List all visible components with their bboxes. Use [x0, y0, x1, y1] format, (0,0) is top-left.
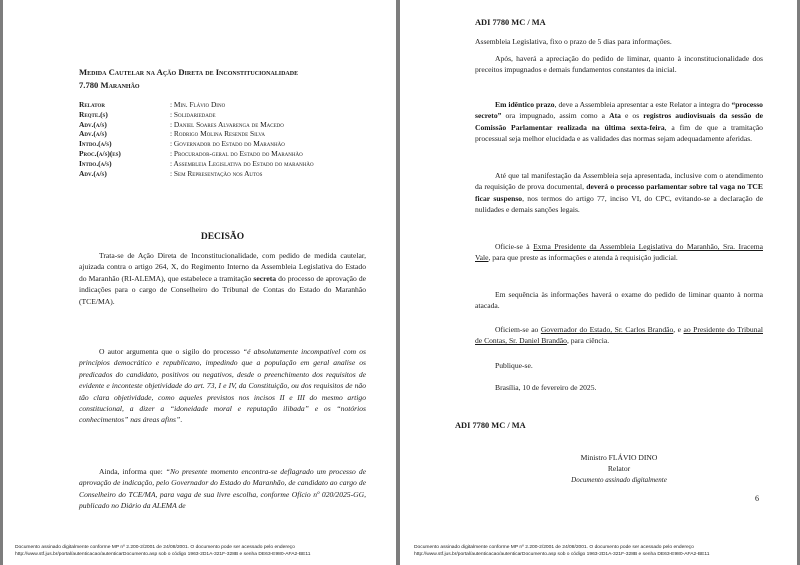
party-row: [79, 159, 362, 169]
bold-text: secreta: [253, 273, 277, 283]
page-header: ADI 7780 MC / MA: [475, 18, 546, 27]
page-number: 6: [755, 494, 759, 503]
signature-footer: [414, 544, 709, 558]
party-value: : Governador do Estado do Maranhão: [170, 139, 285, 149]
paragraph-1: [79, 250, 366, 307]
party-value: : Sem Representação nos Autos: [170, 168, 263, 178]
signer-role: Relator: [607, 464, 631, 474]
paragraph-0: Assembleia Legislativa, fixo o prazo de 5 dias para informações.: [475, 37, 672, 46]
page-header-repeat: ADI 7780 MC / MA: [455, 421, 526, 430]
party-row: [79, 120, 362, 130]
text-run: O autor argumenta que o sigilo do processo: [99, 347, 243, 356]
text-run: .: [180, 415, 183, 425]
italic-quote: “é absolutamente incompatível com os princípios democrático e republicano, impedindo que a população em geral analise os predicados do candidato, positivos ou negativos, desde o preenchimento dos requisitos de evidente e inconteste objetividade do art. 73, I e IV, da Constituição, ou dos requisitos de não tão clara objetividade, como aqueles previstos nos incisos II e III do mesmo artigo constitucional, a dizer a “idoneidade moral e reputação ilibada” e os “notórios conhecimentos” nas áreas afins”: [79, 347, 366, 425]
bold-text: deverá o processo parlamentar sobre tal vaga no TCE ficar suspenso: [475, 182, 763, 203]
text-run: do processo de aprovação de indicações para o cargo de Conselheiro do Tribunal de Contas do Estado do Maranhão (TCE/MA).: [79, 273, 366, 306]
text-run: e os: [620, 111, 644, 121]
party-row: [79, 110, 362, 120]
text-run: , a fim de que a tramitação processual seja melhor elucidada e as validades das normas sejam adequadamente aferidas.: [475, 122, 763, 144]
title-line-1: Medida Cautelar na Ação Direta de Inconstitucionalidade: [79, 67, 299, 77]
party-label: Proc.(a/s)(es): [79, 148, 121, 158]
text-run: , deve a Assembleia apresentar a este Relator a integra do: [554, 100, 732, 109]
footer-line-2[interactable]: http://www.stf.jus.br/portal/autenticacao/autenticarDocumento.asp sob o código 1963-2D1A-321F-328B e senha DE63-E980-AFA2-BE11: [414, 552, 710, 557]
bold-text: “processo secreto”: [475, 100, 763, 121]
party-value: : Rodrigo Molina Resende Silva: [170, 129, 265, 139]
text-run: , para ciência.: [566, 336, 610, 346]
addressee-underlined: ao Presidente do Tribunal de Contas, Sr. Daniel Brandão: [475, 325, 763, 346]
text-run: , para que preste as informações e atenda à requisição judicial.: [488, 253, 678, 263]
bold-text: Ata: [609, 111, 621, 121]
text-run: Ainda, informa que:: [99, 467, 166, 476]
parties-table: [79, 100, 362, 178]
footer-line-1: Documento assinado digitalmente conforme MP nº 2.200-2/2001 de 24/08/2001. O documento pode ser acessado pelo endereço: [15, 545, 295, 550]
digital-signature-note: Documento assinado digitalmente: [571, 475, 667, 484]
party-row: [79, 169, 362, 179]
party-label: Intdo.(a/s): [79, 158, 112, 168]
text-run: Oficie-se à: [495, 242, 534, 251]
party-value: : Procurador-geral do Estado do Maranhão: [170, 148, 303, 158]
party-value: : Solidariedade: [170, 109, 216, 119]
paragraph-5: Em sequência às informações haverá o exame do pedido de liminar quanto à norma atacada.: [475, 290, 763, 311]
signature-block: [475, 452, 763, 486]
paragraph-2: [79, 346, 366, 426]
bold-text: registros audiovisuais da sessão de Comissão Parlamentar realizada na última sexta-feira: [475, 111, 763, 132]
paragraph-3: [79, 466, 366, 512]
paragraph-3: [475, 170, 763, 216]
signer-name: Ministro FLÁVIO DINO: [580, 453, 658, 462]
party-label: Relator: [79, 100, 105, 109]
signature-footer: [15, 544, 310, 558]
addressee-underlined: Governador do Estado, Sr. Carlos Brandão: [540, 325, 674, 334]
party-row: [79, 139, 362, 149]
paragraph-1: Após, haverá a apreciação do pedido de liminar, quanto à inconstitucionalidade dos preceitos impugnados e demais fundamentos constantes da inicial.: [475, 54, 763, 75]
party-label: Adv.(a/s): [79, 168, 107, 178]
party-value: : Assembleia Legislativa do Estado do maranhão: [170, 158, 314, 168]
text-run: , e: [673, 325, 684, 334]
party-label: Adv.(a/s): [79, 119, 107, 129]
document-title: [79, 66, 379, 92]
paragraph-4: [475, 241, 763, 264]
party-value: : Daniel Soares Alvarenga de Macedo: [170, 119, 284, 129]
footer-line-1: Documento assinado digitalmente conforme MP nº 2.200-2/2001 de 24/08/2001. O documento pode ser acessado pelo endereço: [414, 545, 694, 550]
party-row: [79, 129, 362, 139]
decision-heading: DECISÃO: [200, 232, 245, 242]
text-run: Trata-se de Ação Direta de Inconstitucionalidade, com pedido de medida cautelar, ajuizada contra o artigo 264, X, do Regimento Interno da Assembleia Legislativa do Estado do Maranhão (RI-ALEMA), que estabelece a tramitação: [79, 251, 366, 283]
document-page-left: [3, 0, 396, 565]
italic-quote: “No presente momento encontra-se deflagrado um processo de aprovação de indicação, pelo Governador do Estado do Maranhão, de candidato ao cargo de Conselheiro do TCE/MA, para vaga de sua livre escolha, conforme Ofício nº 020/2025-GG, publicado no Diário da ALEMA de: [79, 467, 367, 511]
date-line: Brasília, 10 de fevereiro de 2025.: [495, 383, 597, 392]
bold-text: Em idêntico prazo: [495, 100, 555, 109]
text-run: ora impugnado, assim como a: [501, 111, 610, 121]
addressee-underlined: Exma Presidente da Assembleia Legislativa do Maranhão, Sra. Iracema Vale: [475, 242, 763, 263]
text-run: Oficiem-se ao: [495, 325, 541, 334]
party-value: : Min. Flávio Dino: [170, 100, 226, 109]
party-label: Reqte.(s): [79, 109, 108, 119]
footer-line-2[interactable]: http://www.stf.jus.br/portal/autenticacao/autenticarDocumento.asp sob o código 1963-2D1A-321F-328B e senha DE63-E980-AFA2-BE11: [15, 552, 311, 557]
party-label: Adv.(a/s): [79, 129, 107, 139]
text-run: , nos termos do artigo 77, inciso VI, do CPC, evitando-se a declaração de nulidades e demais sanções legais.: [475, 193, 763, 215]
publication-note: Publique-se.: [495, 361, 533, 370]
party-label: Intdo.(a/s): [79, 139, 112, 149]
paragraph-2: [475, 99, 763, 145]
document-page-right: [400, 0, 797, 565]
party-row: [79, 100, 362, 110]
title-line-2: 7.780 Maranhão: [79, 80, 140, 90]
text-run: Até que tal manifestação da Assembleia seja apresentada, inclusive com o atendimento da requisição de prova documental,: [475, 171, 763, 192]
paragraph-6: [475, 324, 763, 347]
party-row: [79, 149, 362, 159]
